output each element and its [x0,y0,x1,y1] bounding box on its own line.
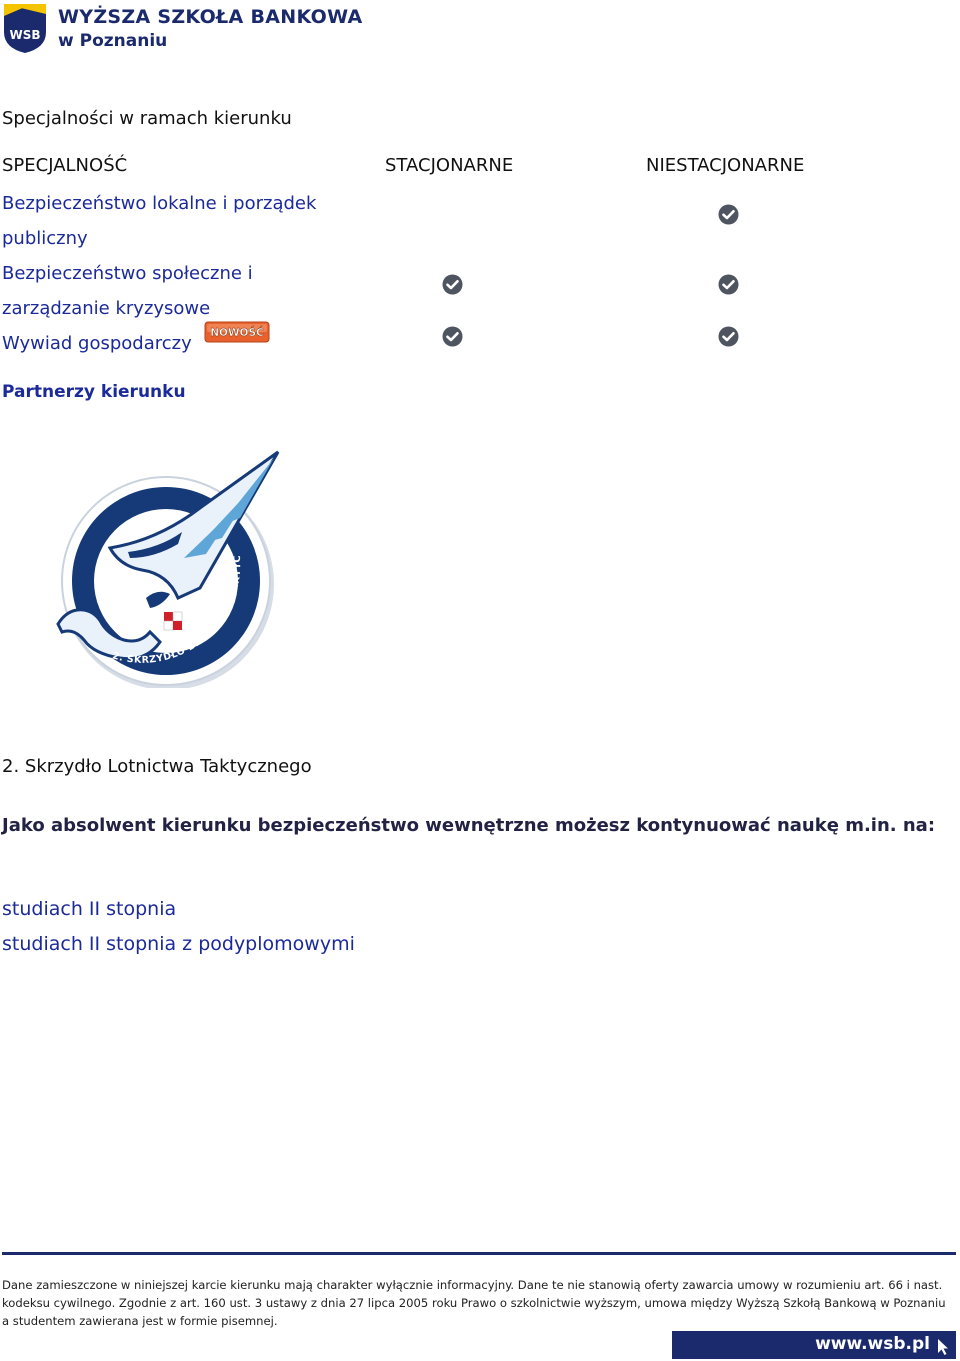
logo-badge-text: WSB [9,28,41,42]
study-link-master[interactable]: studiach II stopnia [2,898,177,920]
partners-title: Partnerzy kierunku [2,382,186,402]
specialization-link[interactable]: Bezpieczeństwo społeczne i zarządzanie kryzysowe [2,263,253,319]
website-url[interactable]: www.wsb.pl [815,1334,930,1354]
wsb-logo[interactable] [2,2,48,54]
partner-logo [50,448,286,688]
partner-logo-text: 2. SKRZYDŁO LOTNICTWA TAKTYC [111,554,244,666]
check-icon [718,274,739,295]
specialization-link[interactable]: Wywiad gospodarczy [2,333,192,354]
school-name-line1: WYŻSZA SZKOŁA BANKOWA [58,6,363,28]
column-header-specialization: SPECJALNOŚĆ [2,155,128,176]
check-icon [442,326,463,347]
check-icon [442,274,463,295]
continuation-heading: Jako absolwent kierunku bezpieczeństwo wewnętrzne możesz kontynuować naukę m.in. na: [2,815,936,836]
partner-name: 2. Skrzydło Lotnictwa Taktycznego [2,756,312,777]
column-header-full-time: STACJONARNE [385,155,514,176]
check-icon [718,326,739,347]
footer-disclaimer: Dane zamieszczone w niniejszej karcie kierunku mają charakter wyłącznie informacyjny. Dane te nie stanowią oferty zawarcia umowy w rozumieniu art. 66 i nast. kodeksu cywilnego. Zgodnie z art. 160 ust. 3 ustawy z dnia 27 lipca 2005 roku Prawo o szkolnictwie wyższym, umowa między Wyższą Szkołą Bankową w Poznaniu a studentem zawierana jest w formie pisemnej. [2,1278,946,1328]
website-link[interactable] [672,1331,956,1359]
section-title: Specjalności w ramach kierunku [2,108,292,129]
check-icon [718,204,739,225]
specialization-link[interactable]: Bezpieczeństwo lokalne i porządek publiczny [2,193,317,249]
cursor-icon [936,1338,950,1356]
column-header-part-time: NIESTACJONARNE [646,155,805,176]
school-name-line2: w Poznaniu [58,31,168,51]
new-badge [204,321,270,343]
footer-divider [2,1252,956,1255]
study-link-master-postgraduate[interactable]: studiach II stopnia z podyplomowymi [2,933,355,955]
new-badge-text: NOWOŚĆ [210,327,264,339]
